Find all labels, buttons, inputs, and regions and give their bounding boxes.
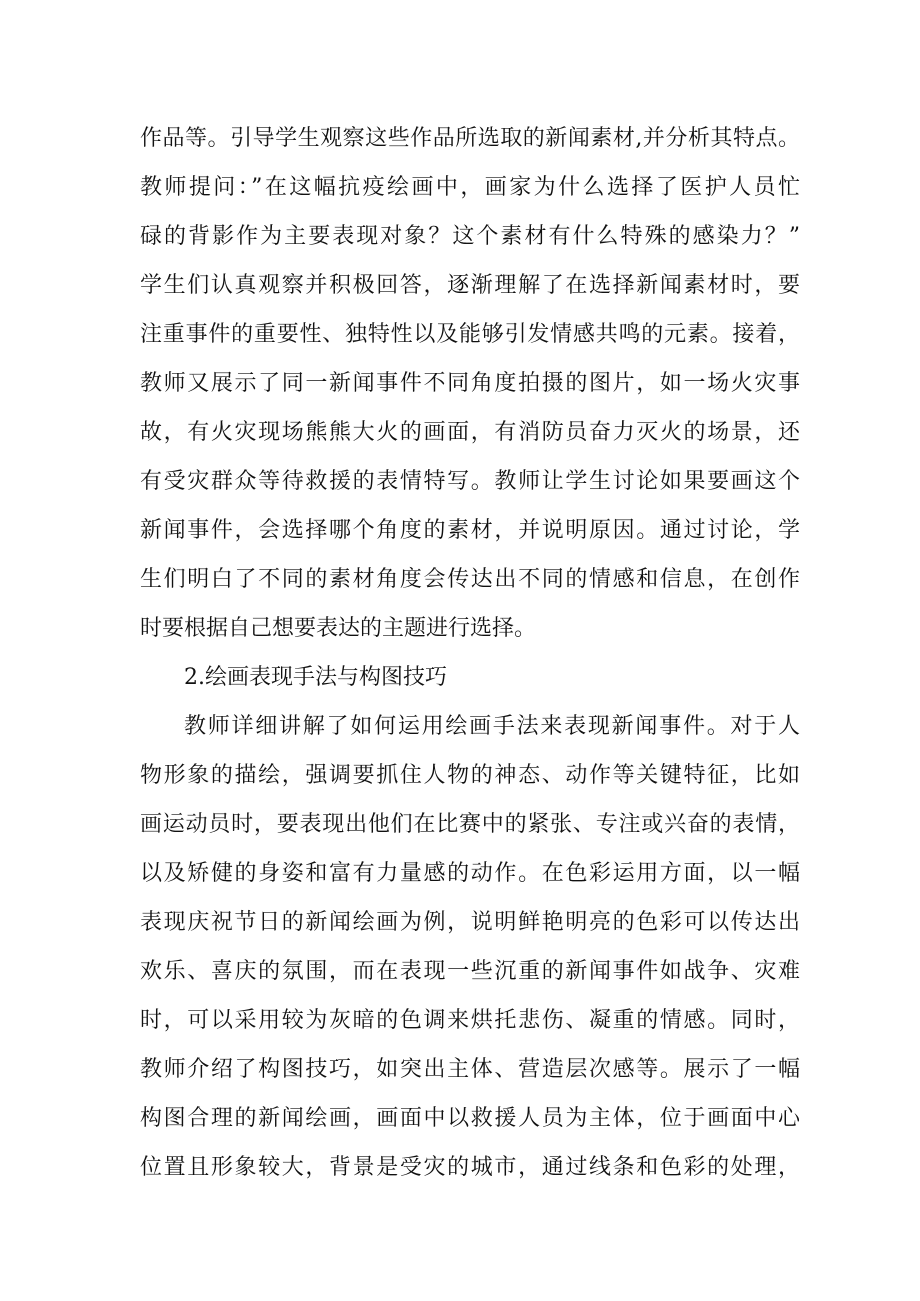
- section-heading: 2.绘画表现手法与构图技巧: [184, 665, 447, 690]
- paragraph-line: 作品等。引导学生观察这些作品所选取的新闻素材,并分析其特点。: [140, 126, 800, 151]
- paragraph-line: 以及矫健的身姿和富有力量感的动作。在色彩运用方面，以一幅: [140, 861, 800, 886]
- paragraph-line: 构图合理的新闻绘画，画面中以救援人员为主体，位于画面中心: [140, 1106, 800, 1131]
- paragraph-line: 位置且形象较大，背景是受灾的城市，通过线条和色彩的处理，: [140, 1155, 800, 1180]
- paragraph-line: 时，可以采用较为灰暗的色调来烘托悲伤、凝重的情感。同时，: [140, 1008, 800, 1033]
- paragraph-line: 有受灾群众等待救援的表情特写。教师让学生讨论如果要画这个: [140, 469, 800, 494]
- paragraph-line: 学生们认真观察并积极回答，逐渐理解了在选择新闻素材时，要: [140, 273, 800, 298]
- paragraph-line: 画运动员时，要表现出他们在比赛中的紧张、专注或兴奋的表情，: [140, 812, 800, 837]
- paragraph-line: 欢乐、喜庆的氛围，而在表现一些沉重的新闻事件如战争、灾难: [140, 959, 800, 984]
- paragraph-line: 新闻事件，会选择哪个角度的素材，并说明原因。通过讨论，学: [140, 518, 800, 543]
- paragraph-line: 教师提问：”在这幅抗疫绘画中，画家为什么选择了医护人员忙: [140, 175, 800, 200]
- paragraph-line: 故，有火灾现场熊熊大火的画面，有消防员奋力灭火的场景，还: [140, 420, 800, 445]
- paragraph-line: 碌的背影作为主要表现对象？这个素材有什么特殊的感染力？”: [140, 224, 800, 249]
- paragraph-line: 物形象的描绘，强调要抓住人物的神态、动作等关键特征，比如: [140, 763, 800, 788]
- paragraph-line: 教师介绍了构图技巧，如突出主体、营造层次感等。展示了一幅: [140, 1057, 800, 1082]
- paragraph-last-line: 时要根据自己想要表达的主题进行选择。: [140, 616, 537, 641]
- paragraph-line: 注重事件的重要性、独特性以及能够引发情感共鸣的元素。接着，: [140, 322, 800, 347]
- paragraph-line: 生们明白了不同的素材角度会传达出不同的情感和信息，在创作: [140, 567, 800, 592]
- paragraph-first-line: 教师详细讲解了如何运用绘画手法来表现新闻事件。对于人: [184, 714, 800, 739]
- paragraph-line: 教师又展示了同一新闻事件不同角度拍摄的图片，如一场火灾事: [140, 371, 800, 396]
- paragraph-line: 表现庆祝节日的新闻绘画为例，说明鲜艳明亮的色彩可以传达出: [140, 910, 800, 935]
